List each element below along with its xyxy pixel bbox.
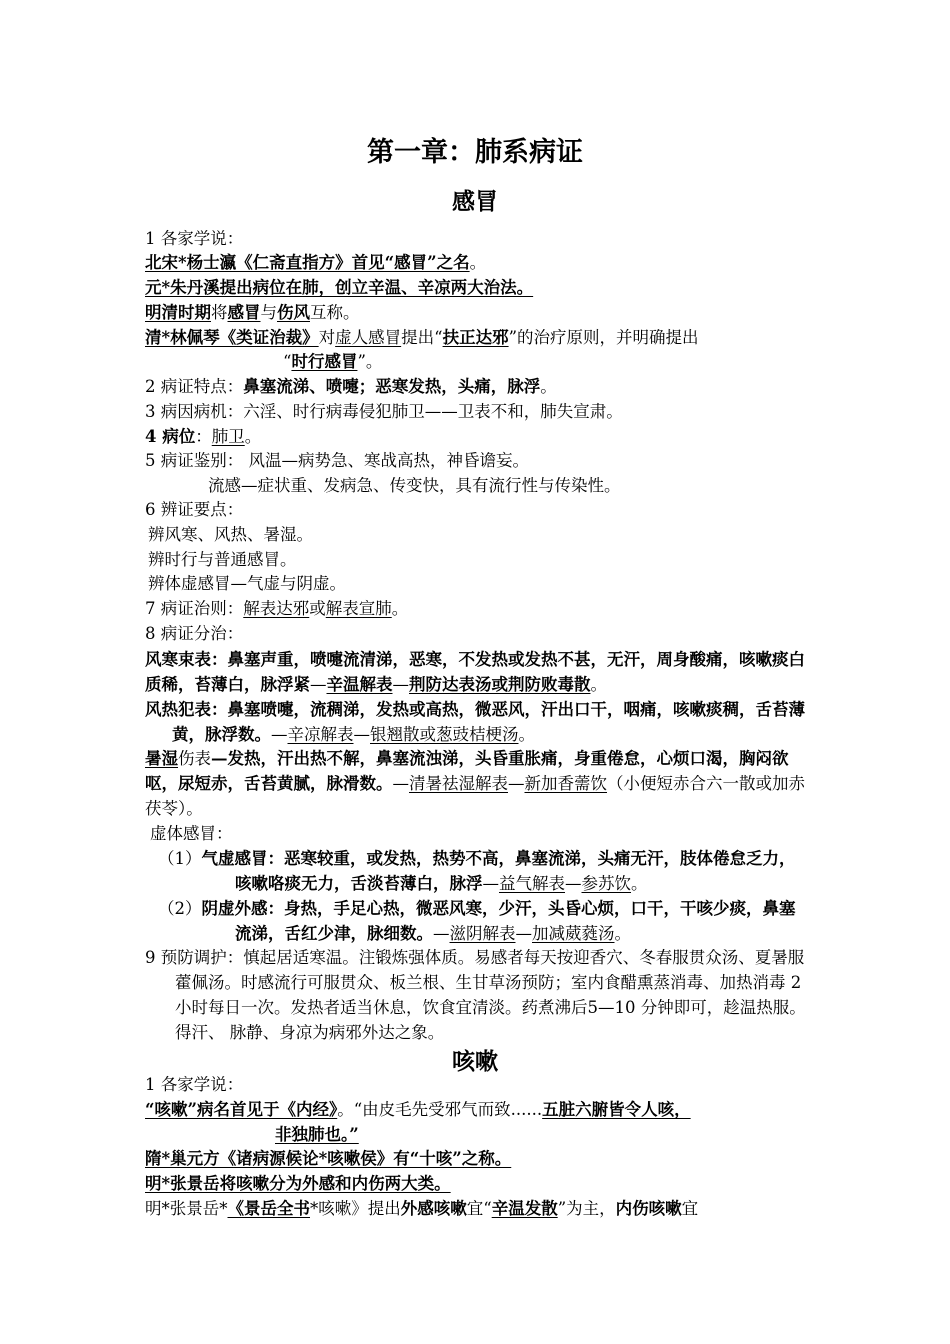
paragraph-yinxu: （2）阴虚外感：身热，手足心热，微恶风寒，少汗，头昏心烦，口干，干咳少痰，鼻塞流涕，舌红少津，脉细数。—滋阴解表—加减葳蕤汤。 — [158, 899, 796, 943]
paragraph-line: 8 病证分治： — [145, 624, 244, 643]
paragraph-line: 4 病位：肺卫。 — [145, 427, 262, 446]
paragraph-line: 清*林佩琴《类证治裁》对虚人感冒提出“扶正达邪”的治疗原则，并明确提出 — [145, 328, 699, 347]
paragraph-yufang: 9 预防调护：慎起居适寒温。注锻炼强体质。易感者每天按迎香穴、冬春服贯众汤、夏暑服藿佩汤。时感流行可服贯众、板兰根、生甘草汤预防；室内食醋熏蒸消毒、加热消毒 2 小时每日一次。发热者适当休息，饮食宜清淡。药煮沸后5—10 分钟即可，趁温热服。得汗、 脉静、身凉为病邪外达之象。 — [145, 948, 806, 1042]
paragraph-shushi: 暑湿伤表—发热，汗出热不解，鼻塞流浊涕，头昏重胀痛，身重倦怠，心烦口渴，胸闷欲呕，尿短赤，舌苔黄腻，脉滑数。—清暑祛湿解表—新加香薷饮（小便短赤合六一散或加赤茯苓）。 — [145, 749, 805, 818]
paragraph-line: 明清时期将感冒与伤风互称。 — [145, 303, 360, 322]
paragraph-line: 6 辨证要点： — [145, 500, 244, 519]
paragraph-line: 非独肺也。” — [275, 1125, 359, 1144]
paragraph-line: “时行感冒”。 — [283, 352, 383, 371]
paragraph-line: 7 病证治则：解表达邪或解表宣肺。 — [145, 599, 409, 618]
paragraph-qixu: （1）气虚感冒：恶寒较重，或发热，热势不高，鼻塞流涕，头痛无汗，肢体倦怠乏力，咳嗽咯痰无力，舌淡苔薄白，脉浮—益气解表—参苏饮。 — [158, 849, 796, 893]
paragraph-line: 北宋*杨士瀛《仁斋直指方》首见“感冒”之名。 — [145, 253, 487, 272]
paragraph-line: 明*张景岳*《景岳全书*咳嗽》提出外感咳嗽宜“辛温发散”为主，内伤咳嗽宜 — [145, 1199, 699, 1218]
section-heading-ganmao: 感冒 — [452, 189, 498, 215]
paragraph-line: 1 各家学说： — [145, 229, 244, 248]
paragraph-line: 2 病证特点：鼻塞流涕、喷嚏；恶寒发热，头痛，脉浮。 — [145, 377, 557, 396]
paragraph-line: 5 病证鉴别： 风温—病势急、寒战高热，神昏谵妄。 — [145, 451, 529, 470]
paragraph-line: 辨风寒、风热、暑湿。 — [148, 525, 313, 544]
paragraph-line: 1 各家学说： — [145, 1075, 244, 1094]
paragraph-line: 3 病因病机：六淫、时行病毒侵犯肺卫——卫表不和，肺失宣肃。 — [145, 402, 623, 421]
paragraph-line: 隋*巢元方《诸病源候论*咳嗽侯》有“十咳”之称。 — [145, 1149, 512, 1168]
paragraph-line: 虚体感冒： — [150, 824, 233, 843]
paragraph-line: 明*张景岳将咳嗽分为外感和内伤两大类。 — [145, 1174, 451, 1193]
section-heading-kesou: 咳嗽 — [452, 1049, 498, 1075]
paragraph-line: 辨时行与普通感冒。 — [148, 550, 297, 569]
paragraph-line: “咳嗽”病名首见于《内经》。“由皮毛先受邪气而致......五脏六腑皆令人咳， — [145, 1100, 691, 1119]
paragraph-fenghan: 风寒束表：鼻塞声重，喷嚏流清涕，恶寒，不发热或发热不甚，无汗，周身酸痛，咳嗽痰白质稀，苔薄白，脉浮紧—辛温解表—荆防达表汤或荆防败毒散。 — [145, 650, 805, 694]
paragraph-line: 流感—症状重、发病急、传变快，具有流行性与传染性。 — [208, 476, 621, 495]
paragraph-fengre: 风热犯表：鼻塞喷嚏，流稠涕，发热或高热，微恶风，汗出口干，咽痛，咳嗽痰稠，舌苔薄黄，脉浮数。—辛凉解表—银翘散或葱豉桔梗汤。 — [145, 700, 805, 744]
chapter-title: 第一章：肺系病证 — [367, 137, 583, 168]
paragraph-line: 辨体虚感冒—气虚与阴虚。 — [148, 574, 346, 593]
paragraph-line: 元*朱丹溪提出病位在肺，创立辛温、辛凉两大治法。 — [145, 278, 534, 297]
